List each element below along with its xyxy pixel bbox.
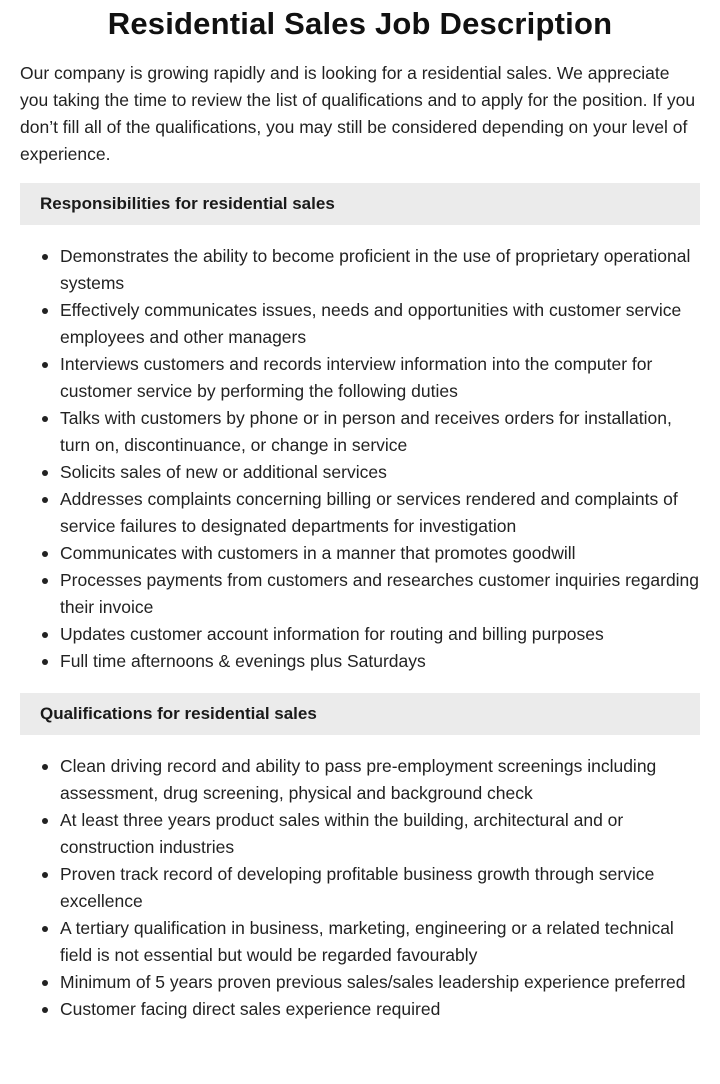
list-item: Effectively communicates issues, needs and opportunities with customer service employees and other managers	[60, 297, 700, 351]
responsibilities-heading: Responsibilities for residential sales	[20, 183, 700, 225]
list-item: Talks with customers by phone or in person and receives orders for installation, turn on, discontinuance, or change in service	[60, 405, 700, 459]
list-item: A tertiary qualification in business, marketing, engineering or a related technical field is not essential but would be regarded favourably	[60, 915, 700, 969]
list-item: Addresses complaints concerning billing or services rendered and complaints of service failures to designated departments for investigation	[60, 486, 700, 540]
list-item: Solicits sales of new or additional services	[60, 459, 700, 486]
qualifications-list	[20, 753, 700, 1023]
list-item: Demonstrates the ability to become proficient in the use of proprietary operational systems	[60, 243, 700, 297]
responsibilities-list	[20, 243, 700, 675]
list-item: Customer facing direct sales experience required	[60, 996, 700, 1023]
list-item: Full time afternoons & evenings plus Saturdays	[60, 648, 700, 675]
list-item: At least three years product sales within the building, architectural and or construction industries	[60, 807, 700, 861]
list-item: Interviews customers and records interview information into the computer for customer service by performing the following duties	[60, 351, 700, 405]
page-title: Residential Sales Job Description	[107, 6, 613, 41]
intro-paragraph: Our company is growing rapidly and is looking for a residential sales. We appreciate you taking the time to review the list of qualifications and to apply for the position. If you don’t fill all of the qualifications, you may still be considered depending on your level of experience.	[20, 63, 696, 164]
list-item: Communicates with customers in a manner that promotes goodwill	[60, 540, 700, 567]
list-item: Clean driving record and ability to pass pre-employment screenings including assessment, drug screening, physical and background check	[60, 753, 700, 807]
qualifications-heading: Qualifications for residential sales	[20, 693, 700, 735]
list-item: Proven track record of developing profitable business growth through service excellence	[60, 861, 700, 915]
list-item: Updates customer account information for routing and billing purposes	[60, 621, 700, 648]
list-item: Minimum of 5 years proven previous sales/sales leadership experience preferred	[60, 969, 700, 996]
list-item: Processes payments from customers and researches customer inquiries regarding their invoice	[60, 567, 700, 621]
